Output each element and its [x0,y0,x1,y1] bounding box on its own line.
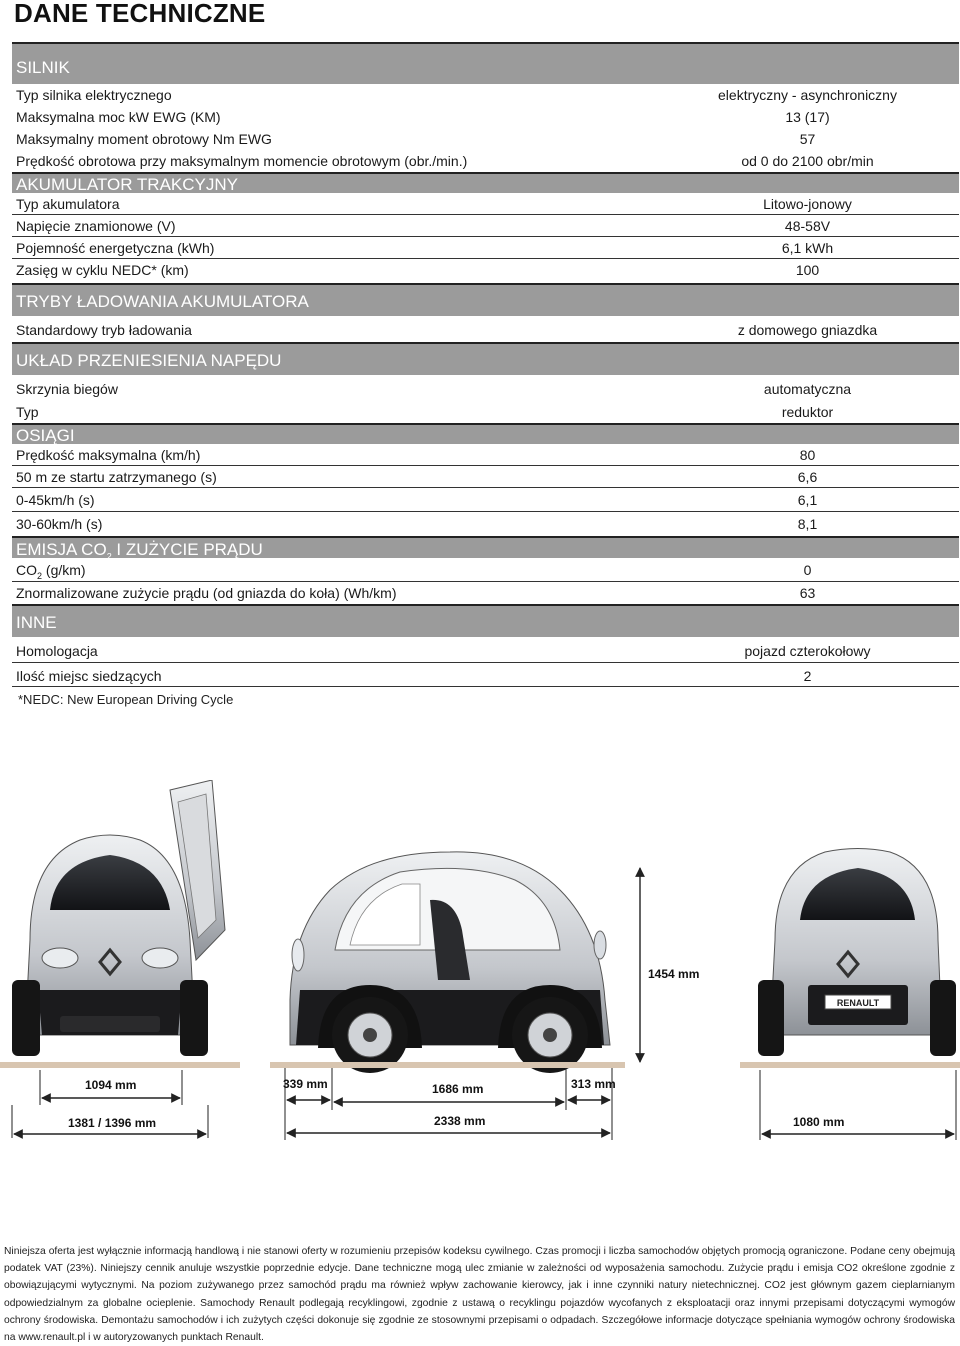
footnote-nedc: *NEDC: New European Driving Cycle [18,692,234,707]
table-row [12,375,959,401]
row-value: automatyczna [763,381,852,397]
row-label: Napięcie znamionowe (V) [16,218,176,234]
row-label: Typ [16,404,39,420]
section-heading-osiagi: OSIĄGI [12,423,959,444]
row-value: 48-58V [784,218,831,234]
row-value: 100 [795,262,820,278]
table-row [12,150,959,172]
dim-wheelbase: 1686 mm [432,1082,484,1096]
section-heading-akumulator: AKUMULATOR TRAKCYJNY [12,172,959,193]
section-heading-tryby: TRYBY ŁADOWANIA AKUMULATORA [12,283,959,316]
row-label: Prędkość obrotowa przy maksymalnym momencie obrotowym (obr./min.) [16,153,468,169]
table-row [12,215,959,237]
section-heading-inne: INNE [12,604,959,637]
row-label: Prędkość maksymalna (km/h) [16,447,201,463]
table-row [12,106,959,128]
row-value: 80 [799,447,816,463]
table-row [12,193,959,215]
dim-front-width: 1094 mm [85,1078,137,1092]
row-label: $CO_2$ (g/km) [16,562,86,581]
row-value: elektryczny - asynchroniczny [718,87,897,103]
row-label: Homologacja [16,643,98,659]
row-value: 0 [803,562,812,578]
table-row [12,444,959,466]
table-row [12,582,959,604]
dim-rear-overhang: 313 mm [571,1077,616,1091]
row-label: Standardowy tryb ładowania [16,322,192,338]
dim-height: 1454 mm [648,967,700,981]
table-row [12,512,959,536]
row-label: Zasięg w cyklu NEDC* (km) [16,262,189,278]
rear-view-car [758,849,956,1057]
dim-rear-width: 1080 mm [793,1115,845,1129]
row-value: 6,6 [797,469,818,485]
row-label: Pojemność energetyczna (kWh) [16,240,215,256]
row-value: 63 [799,585,816,601]
spec-table [12,42,959,687]
row-value: reduktor [781,404,834,420]
row-label: 0-45km/h (s) [16,492,95,508]
table-row [12,259,959,283]
row-value: pojazd czterokołowy [744,643,871,659]
row-label: Maksymalny moment obrotowy Nm EWG [16,131,272,147]
section-heading-uklad: UKŁAD PRZENIESIENIA NAPĘDU [12,342,959,375]
dim-front-track: 1381 / 1396 mm [68,1116,157,1130]
row-value: Litowo-jonowy [763,196,852,212]
row-value: 6,1 kWh [781,240,834,256]
dim-front-overhang: 339 mm [283,1077,328,1091]
row-label: Typ akumulatora [16,196,120,212]
table-row [12,466,959,488]
row-value: od 0 do 2100 obr/min [741,153,874,169]
row-label: Ilość miejsc siedzących [16,668,162,684]
section-heading-emisja: EMISJA $CO_2$ I ZUŻYCIE PRĄDU [12,536,959,558]
page-title: DANE TECHNICZNE [14,0,266,28]
renault-badge: RENAULT [836,998,880,1008]
table-row [12,637,959,663]
table-row [12,237,959,259]
front-view-car [12,780,225,1056]
table-row [12,488,959,512]
row-label: Maksymalna moc kW EWG (KM) [16,109,221,125]
table-row [12,558,959,582]
dim-length: 2338 mm [434,1114,486,1128]
table-row [12,128,959,150]
side-view-car [290,852,610,1073]
table-row [12,316,959,342]
row-label: Typ silnika elektrycznego [16,87,172,103]
table-row [12,663,959,687]
vehicle-illustrations [0,780,960,1160]
row-value: 6,1 [797,492,818,508]
row-label: 30-60km/h (s) [16,516,103,532]
row-value: z domowego gniazdka [737,322,878,338]
row-value: 57 [799,131,816,147]
legal-disclaimer: Niniejsza oferta jest wyłącznie informacją handlową i nie stanowi oferty w rozumieniu przepisów kodeksu cywilnego. Czas promocji i liczba samochodów objętych promocją ograniczone. Podane ceny obejmują podatek VAT (23%). Niniejszy cennik anuluje wszystkie poprzednie edycje. Dane techniczne mogą ulec zmianie w zależności od wyposażenia samochodu. Zużycie prądu i emisja CO2 określone zgodnie z obowiązującymi wytycznymi. Na poziom zużywanego przez samochód prądu ma również wpływ zachowanie kierowcy, jak i inne czynniki natury nietechnicznej. CO2 jest głównym gazem cieplarnianym odpowiedzialnym za globalne ocieplenie. Samochody Renault podlegają recyklingowi, zgodnie z ustawą o recyklingu pojazdów wycofanych z eksploatacji oraz innymi przepisami dotyczącymi wymogów ochrony środowiska. Demontażu samochodów i ich zużytych części dokonuje się zgodnie ze stosownymi przepisami o odpadach. Szczegółowe informacje dotyczące spełniania wymogów ochrony środowiska na www.renault.pl i w autoryzowanych punktach Renault. [4,1246,955,1344]
row-label: Znormalizowane zużycie prądu (od gniazda do koła) (Wh/km) [16,585,397,601]
table-row [12,84,959,106]
vehicle-dimension-drawing [0,780,960,1160]
section-heading-silnik: SILNIK [12,42,959,84]
row-value: 8,1 [797,516,818,532]
row-value: 2 [803,668,812,684]
table-row [12,401,959,423]
row-label: Skrzynia biegów [16,381,118,397]
row-value: 13 (17) [785,109,830,125]
row-label: 50 m ze startu zatrzymanego (s) [16,469,217,485]
